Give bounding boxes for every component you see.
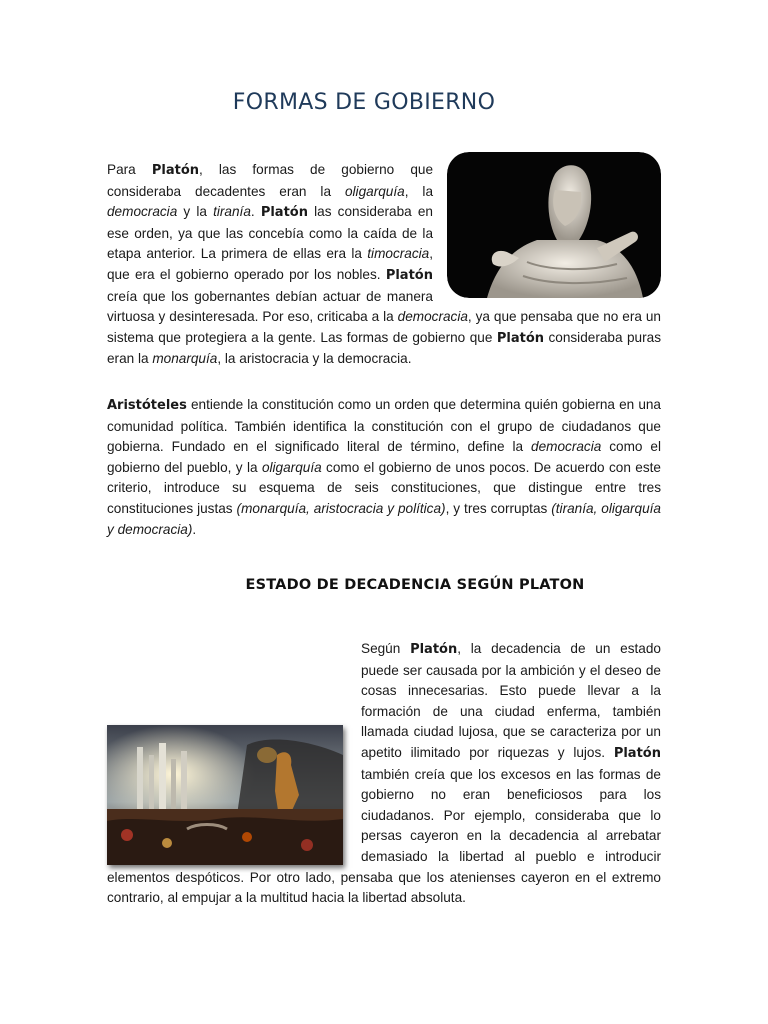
plato-statue-photo [447,152,661,298]
paragraph-plato-forms: Para Platón, las formas de gobierno que consideraba decadentes eran la oligarquía, la democracia y la tiranía. Platón las consideraba en ese orden, ya que las concebía como la caída de la etapa anterior. La primera de ellas era la timocracia, que era el gobierno operado por los nobles. Platón creía que los gobernantes debían actuar de manera virtuosa y desinteresada. Por eso, criticaba a la democracia, ya que pensaba que no era un sistema que protegiera a la gente. Las formas de gobierno que Platón consideraba puras eran la monarquía, la aristocracia y la democracia. [107,160,661,370]
section-heading: ESTADO DE DECADENCIA SEGÚN PLATON [245,577,585,593]
decadent-city-painting [107,725,343,865]
page-title: FORMAS DE GOBIERNO [232,90,496,115]
paragraph-decadence: Según Platón, la decadencia de un estado puede ser causada por la ambición y el deseo de cosas innecesarias. Esto puede llevar a la formación de una ciudad enferma, también llamada ciudad lujosa, que se caracteriza por un apetito ilimitado por riquezas y lujos. Platón también creía que los excesos en las formas de gobierno no eran beneficiosos para los ciudadanos. Por ejemplo, consideraba que lo persas cayeron en la decadencia al arrebatar demasiado la libertad al pueblo e introducir elementos despóticos. Por otro lado, pensaba que los atenienses cayeron en el extremo contrario, al empujar a la multitud hacia la libertad absoluta. [107,641,661,906]
paragraph-aristotle: Aristóteles entiende la constitución como un orden que determina quién gobierna en una comunidad política. También identifica la constitución con el grupo de ciudadanos que gobierna. Fundado en el significado literal de término, define la democracia como el gobierno del pueblo, y la oligarquía como el gobierno de unos pocos. De acuerdo con este criterio, introduce su esquema de seis constituciones, que distingue entre tres constituciones justas (monarquía, aristocracia y política), y tres corruptas (tiranía, oligarquía y democracia). [107,397,661,537]
